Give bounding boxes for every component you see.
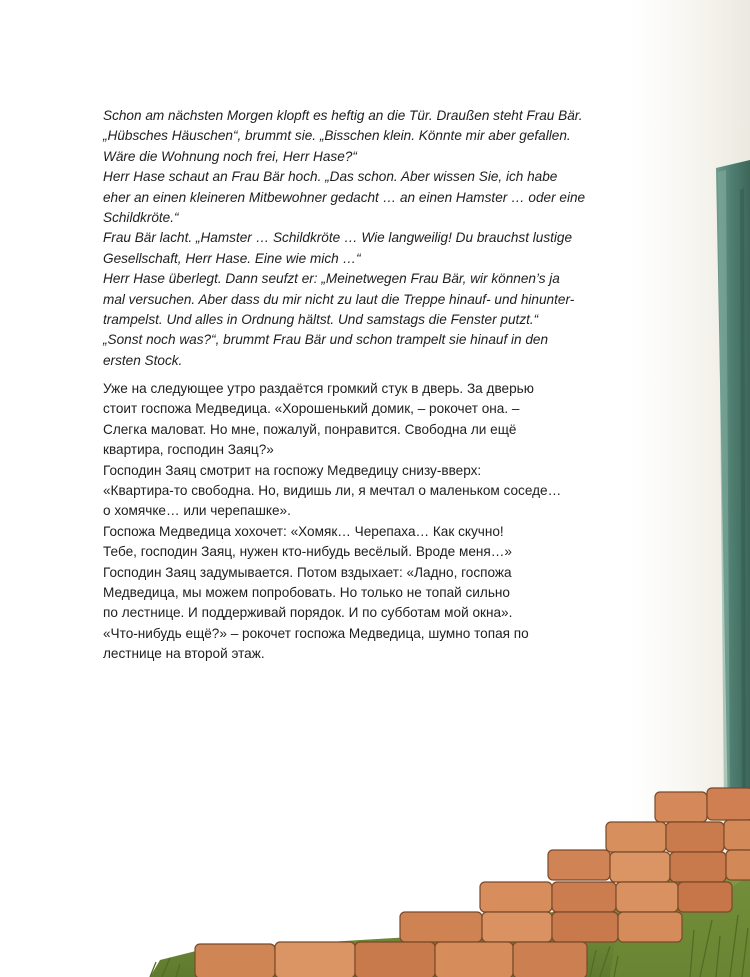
- text-line: «Квартира-то свободна. Но, видишь ли, я мечтал о маленьком соседе…: [103, 483, 562, 499]
- text-line: лестнице на второй этаж.: [103, 646, 265, 662]
- text-line: eher an einen kleineren Mitbewohner gedacht … an einen Hamster … oder eine: [103, 189, 586, 205]
- text-line: Herr Hase überlegt. Dann seufzt er: „Meinetwegen Frau Bär, wir können’s ja: [103, 271, 560, 287]
- text-line: „Hübsches Häuschen“, brummt sie. „Bisschen klein. Könnte mir aber gefallen.: [103, 128, 571, 144]
- text-line: о хомячке… или черепашке».: [103, 503, 291, 519]
- text-line: Медведица, мы можем попробовать. Но только не топай сильно: [103, 585, 510, 601]
- text-line: Господин Заяц смотрит на госпожу Медведицу снизу-вверх:: [103, 462, 482, 478]
- text-line: по лестнице. И поддерживай порядок. И по субботам мой окна».: [103, 605, 513, 621]
- text-line: Слегка маловат. Но мне, пожалуй, понравится. Свободна ли ещё: [103, 421, 517, 437]
- text-line: Schon am nächsten Morgen klopft es heftig an die Tür. Draußen steht Frau Bär.: [103, 108, 583, 123]
- russian-text: [103, 379, 643, 665]
- text-line: mal versuchen. Aber dass du mir nicht zu laut die Treppe hinauf- und hinunter-: [103, 291, 575, 307]
- text-line: Wäre die Wohnung noch frei, Herr Hase?“: [103, 148, 357, 164]
- text-line: „Sonst noch was?“, brummt Frau Bär und schon trampelt sie hinauf in den: [103, 332, 549, 348]
- text-line: «Что-нибудь ещё?» – рокочет госпожа Медведица, шумно топая по: [103, 625, 529, 641]
- text-line: квартира, господин Заяц?»: [103, 442, 274, 458]
- text-line: Тебе, господин Заяц, нужен кто-нибудь весёлый. Вроде меня…»: [103, 544, 512, 560]
- text-line: Господин Заяц задумывается. Потом вздыхает: «Ладно, госпожа: [103, 564, 512, 580]
- text-line: Госпожа Медведица хохочет: «Хомяк… Черепаха… Как скучно!: [103, 523, 504, 539]
- text-line: Herr Hase schaut an Frau Bär hoch. „Das schon. Aber wissen Sie, ich habe: [103, 169, 558, 185]
- text-line: trampelst. Und alles in Ordnung hältst. Und samstags die Fenster putzt.“: [103, 312, 539, 328]
- text-line: Schildkröte.“: [103, 210, 179, 226]
- text-line: ersten Stock.: [103, 352, 183, 368]
- german-text: [103, 106, 643, 371]
- text-line: Gesellschaft, Herr Hase. Eine wie mich …“: [103, 250, 361, 266]
- text-line: Frau Bär lacht. „Hamster … Schildkröte … Wie langweilig! Du brauchst lustige: [103, 230, 573, 246]
- text-line: стоит госпожа Медведица. «Хорошенький домик, – рокочет она. –: [103, 401, 520, 417]
- text-line: Уже на следующее утро раздаётся громкий стук в дверь. За дверью: [103, 381, 534, 396]
